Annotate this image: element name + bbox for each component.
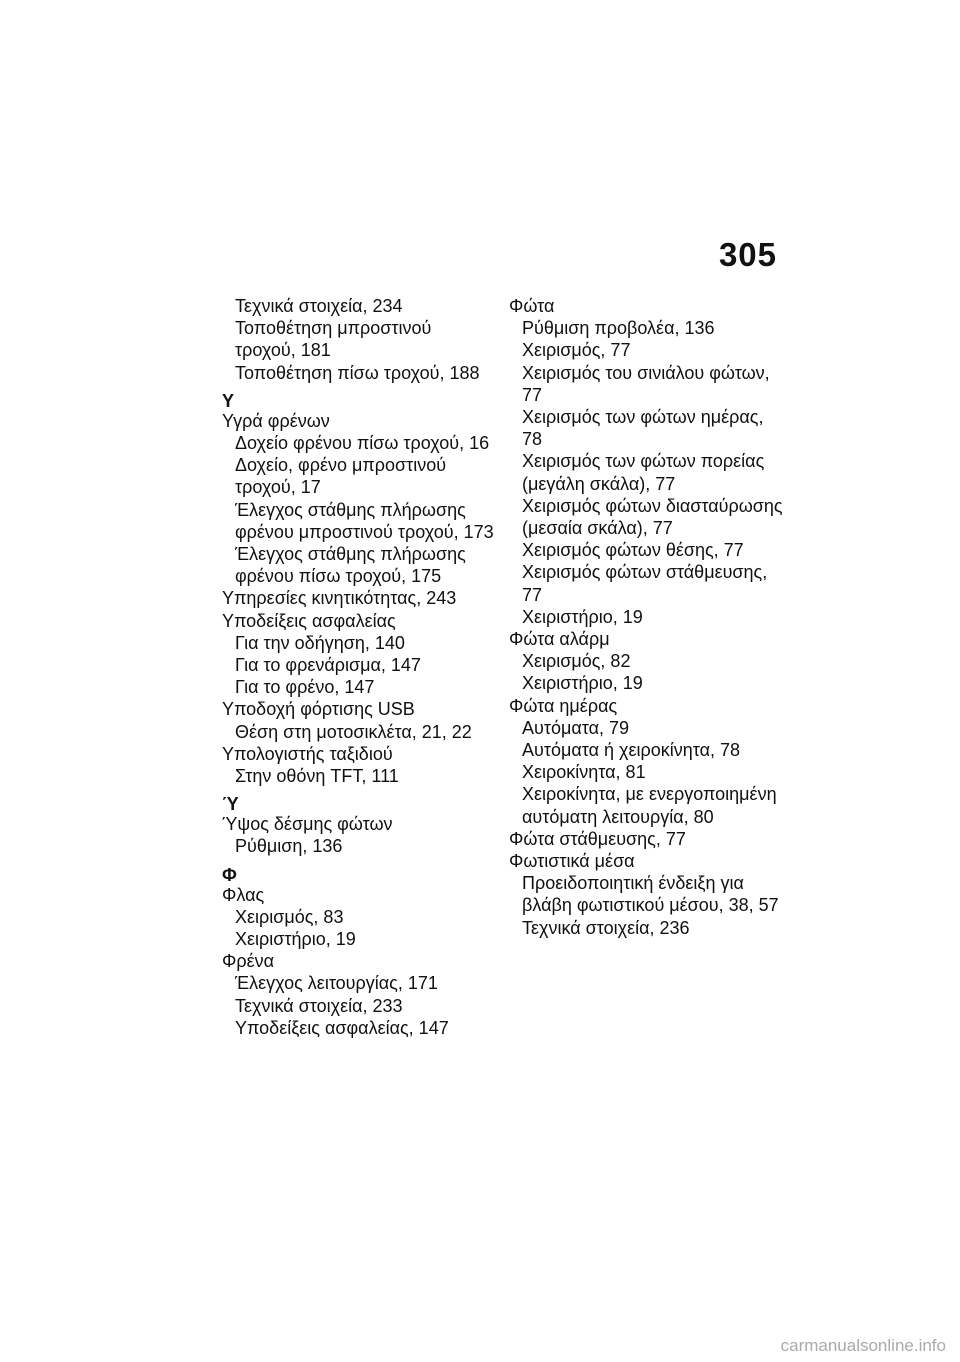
- watermark-footer: carmanualsonline.info: [780, 1336, 946, 1355]
- index-subentry: Χειροκίνητα, 81: [522, 762, 646, 783]
- index-subentry: Χειρισμός φώτων στάθμευσης, 77: [522, 562, 768, 605]
- index-subentry: Για το φρένο, 147: [235, 677, 375, 698]
- index-subentry: Τεχνικά στοιχεία, 236: [522, 917, 690, 938]
- index-entry-heading: Ύψος δέσμης φώτων: [222, 814, 393, 835]
- index-entry-heading: Υπηρεσίες κινητικότητας, 243: [222, 588, 457, 609]
- index-entry-heading: Φώτα ημέρας: [509, 695, 618, 716]
- index-subentry: Χειρισμός φώτων διασταύρωσης (μεσαία σκάλα), 77: [522, 495, 783, 539]
- index-subentry: Έλεγχος στάθμης πλήρωσης φρένου μπροστινού τροχού, 173: [235, 499, 494, 542]
- index-entry-heading: Υγρά φρένων: [222, 410, 330, 431]
- index-entry-heading: Φώτα: [509, 296, 555, 316]
- index-subentry: Έλεγχος στάθμης πλήρωσης φρένου πίσω τροχού, 175: [235, 544, 466, 587]
- index-subentry: Χειρισμός των φώτων ημέρας, 78: [522, 407, 764, 450]
- index-subentry: Ρύθμιση, 136: [235, 836, 343, 857]
- index-subentry: Για το φρενάρισμα, 147: [235, 655, 421, 676]
- section-letter-heading: Φ: [222, 864, 237, 885]
- index-subentry: Χειρισμός, 82: [522, 651, 631, 672]
- index-entry-heading: Φώτα στάθμευσης, 77: [509, 828, 686, 849]
- index-entry-heading: Υπολογιστής ταξιδιού: [222, 743, 393, 764]
- index-entry-heading: Υποδείξεις ασφαλείας: [222, 610, 396, 631]
- index-subentry-continued: Τεχνικά στοιχεία, 234: [235, 296, 403, 316]
- index-entry-heading: Φρένα: [222, 951, 275, 972]
- index-subentry: Αυτόματα, 79: [522, 717, 630, 738]
- index-subentry-continued: Τοποθέτηση πίσω τροχού, 188: [235, 362, 480, 383]
- index-subentry: Έλεγχος λειτουργίας, 171: [235, 973, 438, 994]
- page-number: 305: [718, 236, 777, 273]
- index-subentry: Χειρισμός φώτων θέσης, 77: [522, 540, 744, 561]
- index-column-right: [509, 295, 784, 939]
- index-subentry: Τεχνικά στοιχεία, 233: [235, 995, 403, 1016]
- index-entry-heading: Φωτιστικά μέσα: [509, 851, 635, 872]
- index-subentry: Δοχείο, φρένο μπροστινού τροχού, 17: [235, 455, 447, 498]
- index-subentry: Δοχείο φρένου πίσω τροχού, 16: [235, 433, 490, 454]
- index-subentry-continued: Τοποθέτηση μπροστινού τροχού, 181: [235, 318, 432, 361]
- index-subentry: Υποδείξεις ασφαλείας, 147: [235, 1017, 449, 1038]
- index-subentry: Χειριστήριο, 19: [235, 929, 356, 950]
- index-subentry: Χειρισμός των φώτων πορείας (μεγάλη σκάλα), 77: [522, 451, 765, 494]
- index-subentry: Χειρισμός του σινιάλου φώτων, 77: [522, 362, 770, 405]
- index-subentry: Θέση στη μοτοσικλέτα, 21, 22: [235, 721, 472, 742]
- index-subentry: Χειριστήριο, 19: [522, 606, 643, 627]
- index-subentry: Ρύθμιση προβολέα, 136: [522, 318, 715, 339]
- index-entry-heading: Φλας: [222, 884, 265, 905]
- index-subentry: Χειρισμός, 77: [522, 340, 631, 361]
- index-subentry: Χειροκίνητα, με ενεργοποιημένη αυτόματη λειτουργία, 80: [522, 784, 777, 827]
- index-subentry: Χειριστήριο, 19: [522, 673, 643, 694]
- index-entry-heading: Φώτα αλάρμ: [509, 629, 610, 650]
- index-subentry: Αυτόματα ή χειροκίνητα, 78: [522, 740, 741, 761]
- section-letter-heading: Υ: [222, 390, 235, 411]
- index-column-left: [222, 295, 497, 1039]
- index-subentry: Για την οδήγηση, 140: [235, 632, 405, 653]
- index-subentry: Προειδοποιητική ένδειξη για βλάβη φωτιστικού μέσου, 38, 57: [522, 873, 779, 916]
- index-subentry: Στην οθόνη TFT, 111: [235, 766, 399, 787]
- index-subentry: Χειρισμός, 83: [235, 906, 344, 927]
- index-entry-heading: Υποδοχή φόρτισης USB: [222, 699, 415, 720]
- section-letter-heading: Ύ: [222, 794, 239, 815]
